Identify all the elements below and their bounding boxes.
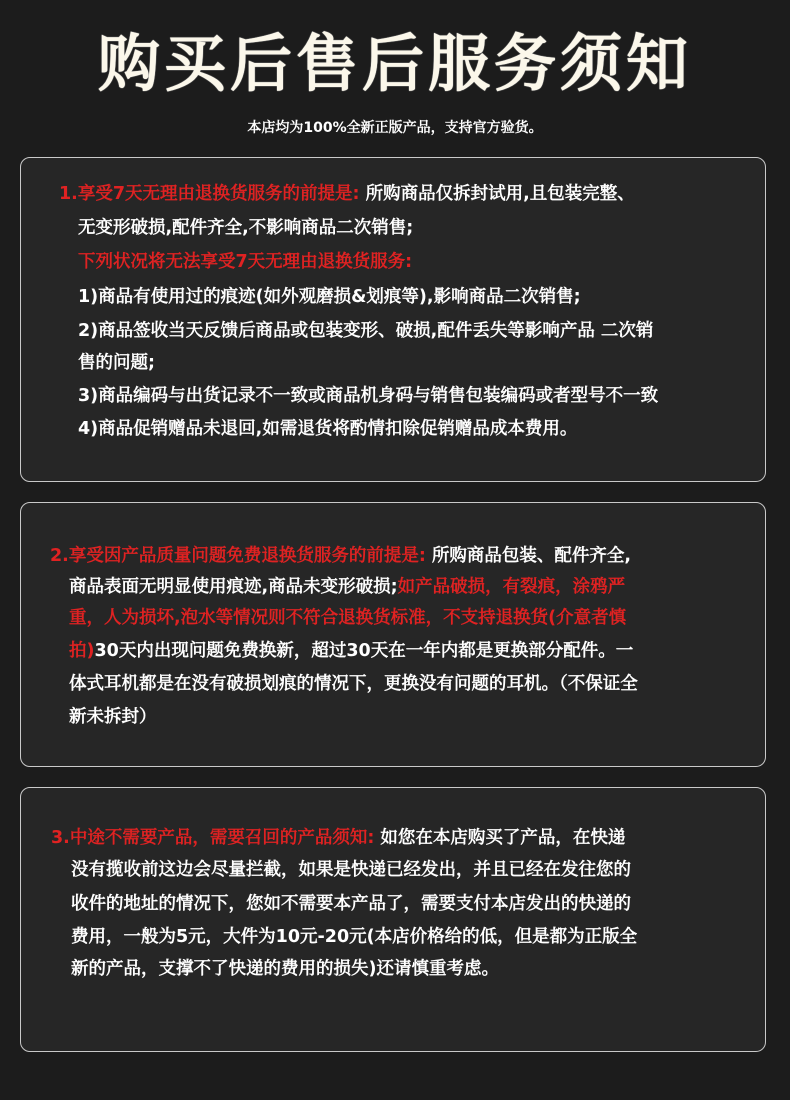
section3-heading: 3.中途不需要产品，需要召回的产品须知: — [51, 828, 375, 848]
section3-line2: 没有揽收前这边会尽量拦截，如果是快递已经发出，并且已经在发往您的 — [71, 860, 631, 880]
section2-line2-red: 如产品破损，有裂痕，涂鸦严 — [397, 577, 626, 597]
section1-line1 — [59, 182, 635, 206]
section2-line4 — [69, 639, 633, 663]
section2-line2-white: 商品表面无明显使用痕迹,商品未变形破损; — [69, 577, 398, 597]
section2-line3: 重，人为损坏,泡水等情况则不符合退换货标准，不支持退换货(介意者慎 — [69, 608, 627, 628]
section2-line1 — [50, 544, 631, 568]
section2-line5: 体式耳机都是在没有破损划痕的情况下，更换没有问题的耳机。（不保证全 — [69, 674, 638, 694]
section2-line2 — [69, 575, 625, 599]
recall-notice-card — [20, 787, 766, 1052]
section1-item-1: 1)商品有使用过的痕迹(如外观磨损&划痕等),影响商品二次销售; — [78, 287, 581, 307]
section3-line4: 费用，一般为5元，大件为10元-20元(本店价格给的低，但是都为正版全 — [71, 927, 638, 947]
section2-line4-red: 拍) — [69, 641, 95, 661]
section2-heading: 2.享受因产品质量问题免费退换货服务的前提是: — [50, 546, 426, 566]
section1-item-3: 3)商品编码与出货记录不一致或商品机身码与销售包装编码或者型号不一致 — [78, 386, 659, 406]
section1-item-2-cont: 售的问题; — [78, 353, 155, 373]
section1-item-2: 2)商品签收当天反馈后商品或包装变形、破损,配件丢失等影响产品 二次销 — [78, 321, 654, 341]
quality-issue-return-card — [20, 502, 766, 767]
section1-heading: 1.享受7天无理由退换货服务的前提是: — [59, 184, 360, 204]
page-subtitle: 本店均为100%全新正版产品，支持官方验货。 — [247, 120, 543, 136]
section1-exclusions-heading: 下列状况将无法享受7天无理由退换货服务: — [78, 252, 413, 272]
section1-intro: 所购商品仅拆封试用,且包装完整、 — [365, 184, 635, 204]
section3-line3: 收件的地址的情况下，您如不需要本产品了，需要支付本店发出的快递的 — [71, 894, 631, 914]
section2-line6: 新未拆封） — [69, 707, 157, 727]
section3-line1 — [51, 826, 625, 850]
section3-intro: 如您在本店购买了产品，在快递 — [380, 828, 626, 848]
section3-line5: 新的产品，支撑不了快递的费用的损失)还请慎重考虑。 — [71, 959, 499, 979]
section2-line4-white: 30天内出现问题免费换新，超过30天在一年内都是更换部分配件。一 — [94, 641, 634, 661]
page-title: 购买后售后服务须知 — [97, 27, 692, 100]
section1-item-4: 4)商品促销赠品未退回,如需退货将酌情扣除促销赠品成本费用。 — [78, 419, 578, 439]
section2-intro: 所购商品包装、配件齐全, — [431, 546, 632, 566]
seven-day-return-card — [20, 157, 766, 482]
section1-intro-cont: 无变形破损,配件齐全,不影响商品二次销售; — [78, 218, 414, 238]
